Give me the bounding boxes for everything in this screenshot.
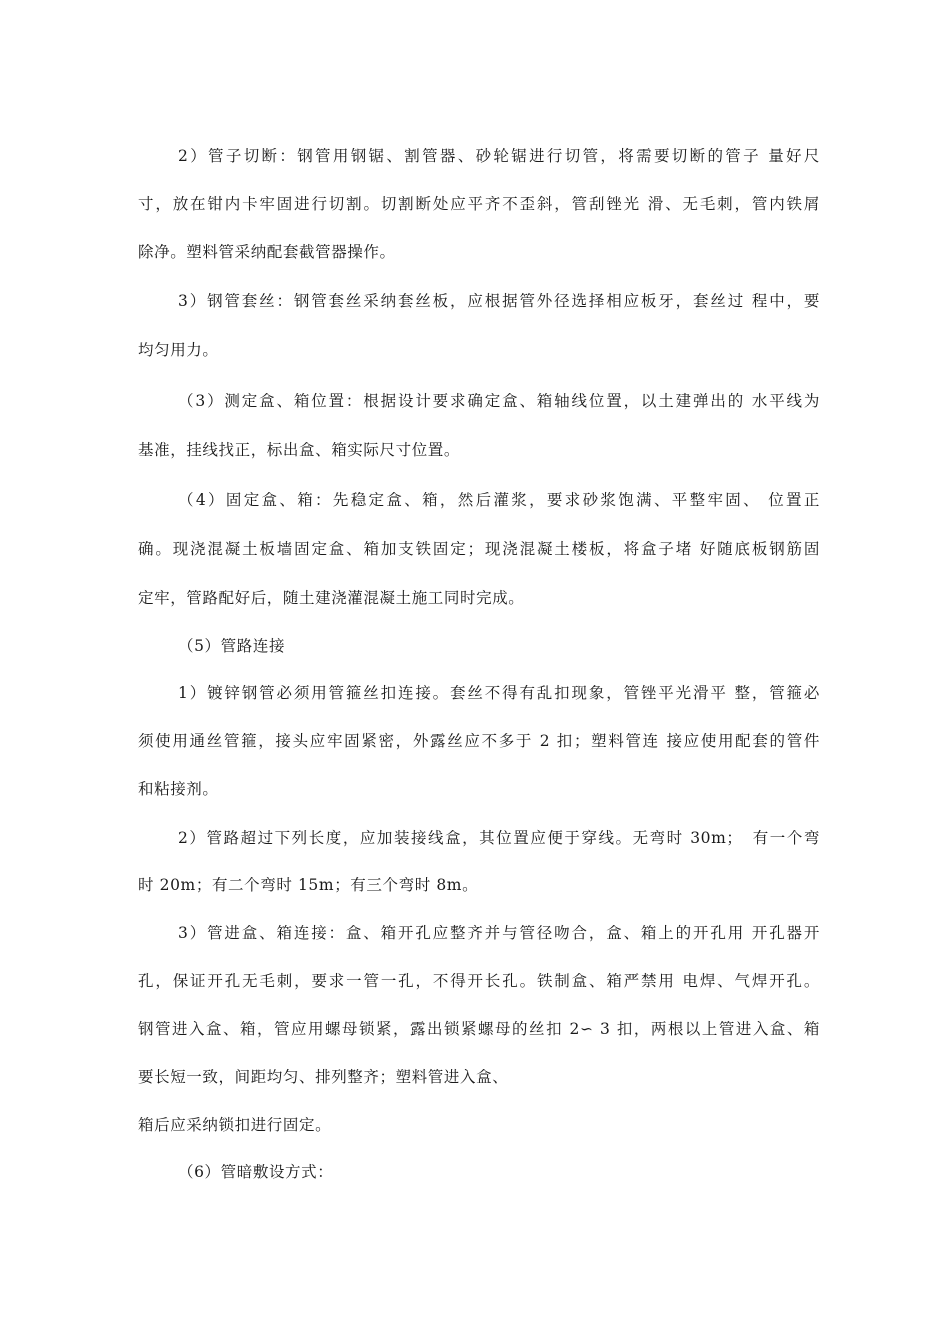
text-line: （3）测定盒、箱位置：根据设计要求确定盒、箱轴线位置，以土建弹出的 水平线为 xyxy=(178,392,820,410)
text-line: 钢管进入盒、箱，管应用螺母锁紧，露出锁紧螺母的丝扣 2∽ 3 扣，两根以上管进入盒、箱 xyxy=(138,1020,820,1038)
text-line: 1）镀锌钢管必须用管箍丝扣连接。套丝不得有乱扣现象，管锉平光滑平 整，管箍必 xyxy=(178,684,820,702)
text-line: 2）管路超过下列长度，应加装接线盒，其位置应便于穿线。无弯时 30m； 有一个弯 xyxy=(178,829,820,847)
text-line: 须使用通丝管箍，接头应牢固紧密，外露丝应不多于 2 扣；塑料管连 接应使用配套的管件 xyxy=(138,732,820,750)
text-line: 要长短一致，间距均匀、排列整齐；塑料管进入盒、 xyxy=(138,1068,509,1086)
text-line: 孔，保证开孔无毛刺，要求一管一孔，不得开长孔。铁制盒、箱严禁用 电焊、气焊开孔。 xyxy=(138,972,820,990)
text-line: 基准，挂线找正，标出盒、箱实际尺寸位置。 xyxy=(138,441,461,459)
text-line: 和粘接剂。 xyxy=(138,780,219,798)
section-heading: （5）管路连接 xyxy=(178,637,286,655)
text-line: 定牢，管路配好后，随土建浇灌混凝土施工同时完成。 xyxy=(138,589,525,607)
text-line: 确。现浇混凝土板墙固定盒、箱加支铁固定；现浇混凝土楼板，将盒子堵 好随底板钢筋固 xyxy=(138,540,820,558)
text-line: 箱后应采纳锁扣进行固定。 xyxy=(138,1116,332,1134)
section-heading: （6）管暗敷设方式： xyxy=(178,1163,334,1181)
text-line: 除净。塑料管采纳配套截管器操作。 xyxy=(138,243,396,261)
text-line: 2）管子切断：钢管用钢锯、割管器、砂轮锯进行切管，将需要切断的管子 量好尺 xyxy=(178,147,820,165)
text-line: 3）钢管套丝：钢管套丝采纳套丝板，应根据管外径选择相应板牙，套丝过 程中，要 xyxy=(178,292,820,310)
text-line: 均匀用力。 xyxy=(138,341,219,359)
text-line: 3）管进盒、箱连接：盒、箱开孔应整齐并与管径吻合，盒、箱上的开孔用 开孔器开 xyxy=(178,924,820,942)
text-line: 寸，放在钳内卡牢固进行切割。切割断处应平齐不歪斜，管刮锉光 滑、无毛刺，管内铁屑 xyxy=(138,195,820,213)
text-line: 时 20m；有二个弯时 15m；有三个弯时 8m。 xyxy=(138,876,479,894)
text-line: （4）固定盒、箱：先稳定盒、箱，然后灌浆，要求砂浆饱满、平整牢固、 位置正 xyxy=(178,491,820,509)
